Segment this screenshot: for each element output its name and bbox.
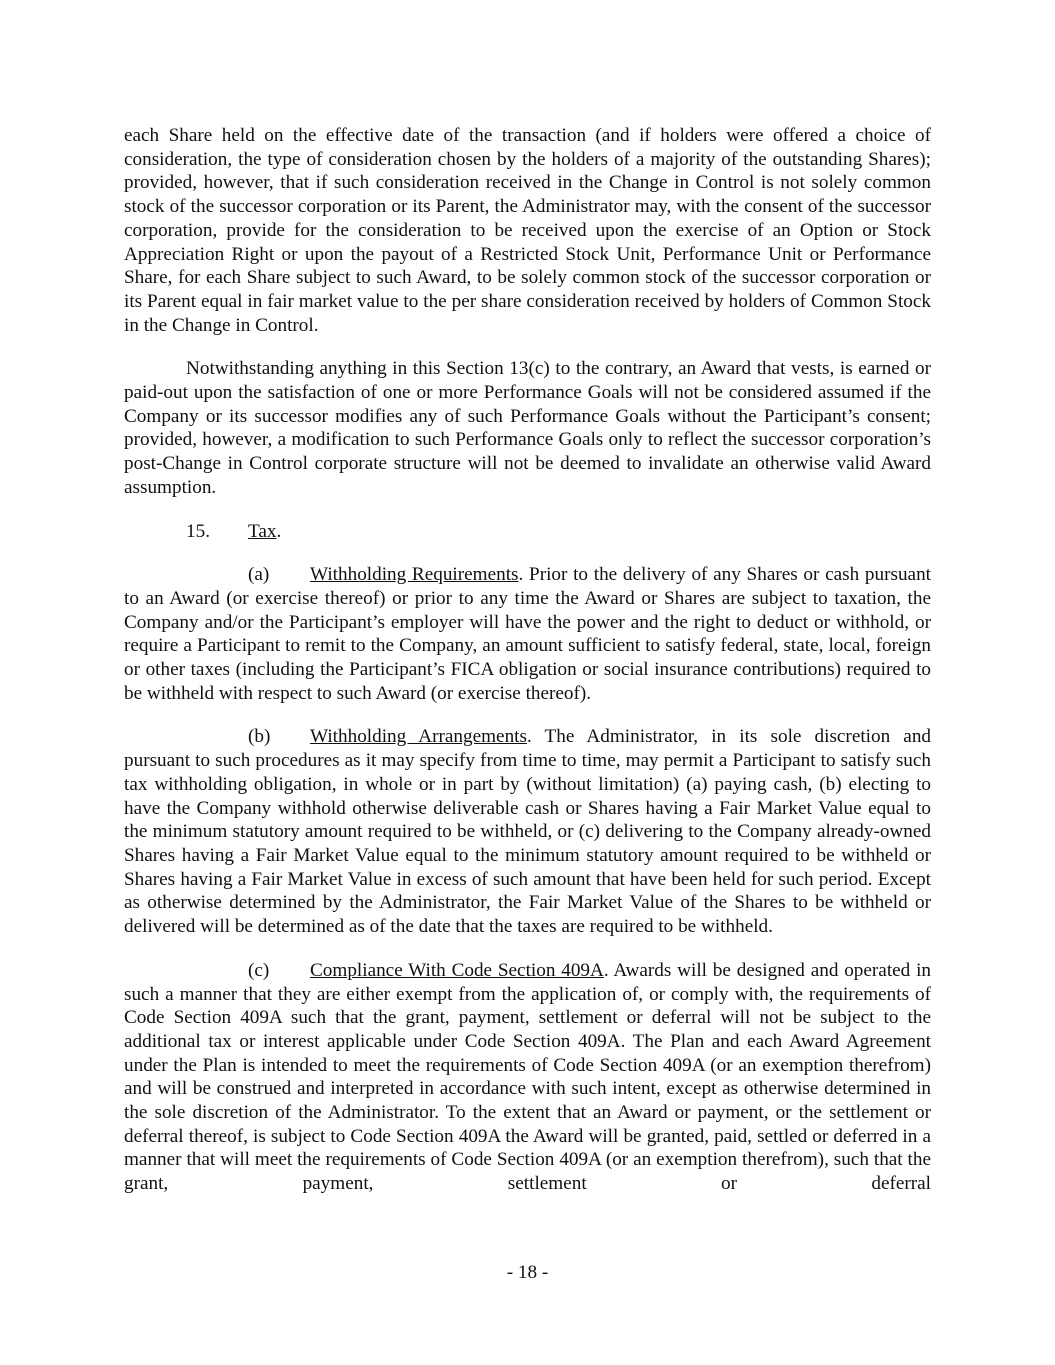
notwithstanding-paragraph: Notwithstanding anything in this Section 13(c) to the contrary, an Award that vests, is earned or paid-out upon the satisfaction of one or more Performance Goals will not be considered assumed if the Company or its successor modifies any of such Performance Goals without the Participant’s consent; provided, however, a modification to such Performance Goals only to reflect the successor corporation’s post-Change in Control corporate structure will not be deemed to invalidate an otherwise valid Award assumption. bbox=[124, 358, 931, 498]
subsection-c-title: Compliance With Code Section 409A bbox=[310, 959, 604, 981]
subsection-c-body: . Awards will be designed and operated in such a manner that they are either exempt from the application of, or comply with, the requirements of Code Section 409A such that the grant, payment, settlement or deferral will not be subject to the additional tax or interest applicable under Code Section 409A. The Plan and each Award Agreement under the Plan is intended to meet the requirements of Code Section 409A (or an exemption therefrom) and will be construed and interpreted in accordance with such intent, except as otherwise determined in the sole discretion of the Administrator. To the extent that an Award or payment, or the settlement or deferral thereof, is subject to Code Section 409A the Award will be granted, paid, settled or deferred in a manner that will meet the requirements of Code Section 409A (or an exemption therefrom), such that the grant, payment, settlement or deferral bbox=[124, 959, 931, 1195]
section-title: Tax bbox=[248, 520, 277, 542]
subsection-a-body: . Prior to the delivery of any Shares or cash pursuant to an Award (or exercise thereof) or prior to any time the Award or Shares are subject to taxation, the Company and/or the Participant’s employer will have the power and the right to deduct or withhold, or require a Participant to remit to the Company, an amount sufficient to satisfy federal, state, local, foreign or other taxes (including the Participant’s FICA obligation or social insurance contributions) required to be withheld with respect to such Award (or exercise thereof). bbox=[124, 564, 931, 704]
section-title-suffix: . bbox=[276, 520, 282, 542]
section-heading bbox=[186, 520, 931, 544]
subsection-b-body: . The Administrator, in its sole discretion and pursuant to such procedures as it may specify from time to time, may permit a Participant to satisfy such tax withholding obligation, in whole or in part by (without limitation) (a) paying cash, (b) electing to have the Company withhold otherwise deliverable cash or Shares having a Fair Market Value equal to the minimum statutory amount required to be withheld, or (c) delivering to the Company already-owned Shares having a Fair Market Value equal to the minimum statutory amount required to be withheld or Shares having a Fair Market Value in excess of such amount that have been held for such period. Except as otherwise determined by the Administrator, the Fair Market Value of the Shares to be withheld or delivered will be determined as of the date that the taxes are required to be withheld. bbox=[124, 726, 932, 938]
subsection-a bbox=[124, 563, 931, 705]
subsection-c bbox=[124, 959, 931, 1196]
document-page bbox=[124, 124, 931, 1216]
section-number: 15. bbox=[186, 520, 210, 542]
continuation-paragraph: each Share held on the effective date of the transaction (and if holders were offered a choice of consideration, the type of consideration chosen by the holders of a majority of the outstanding Shares); provided, however, that if such consideration received in the Change in Control is not solely common stock of the successor corporation or its Parent, the Administrator may, with the consent of the successor corporation, provide for the consideration to be received upon the exercise of an Option or Stock Appreciation Right or upon the payout of a Restricted Stock Unit, Performance Unit or Performance Share, for each Share subject to such Award, to be solely common stock of the successor corporation or its Parent equal in fair market value to the per share consideration received by holders of Common Stock in the Change in Control. bbox=[124, 125, 931, 336]
subsection-c-label: (c) bbox=[248, 959, 270, 981]
subsection-a-label: (a) bbox=[248, 564, 270, 586]
subsection-b-label: (b) bbox=[248, 726, 271, 748]
subsection-b bbox=[124, 725, 931, 938]
subsection-b-title: Withholding Arrangements bbox=[310, 726, 527, 748]
page-number: - 18 - bbox=[506, 1262, 549, 1283]
subsection-a-title: Withholding Requirements bbox=[310, 564, 519, 586]
